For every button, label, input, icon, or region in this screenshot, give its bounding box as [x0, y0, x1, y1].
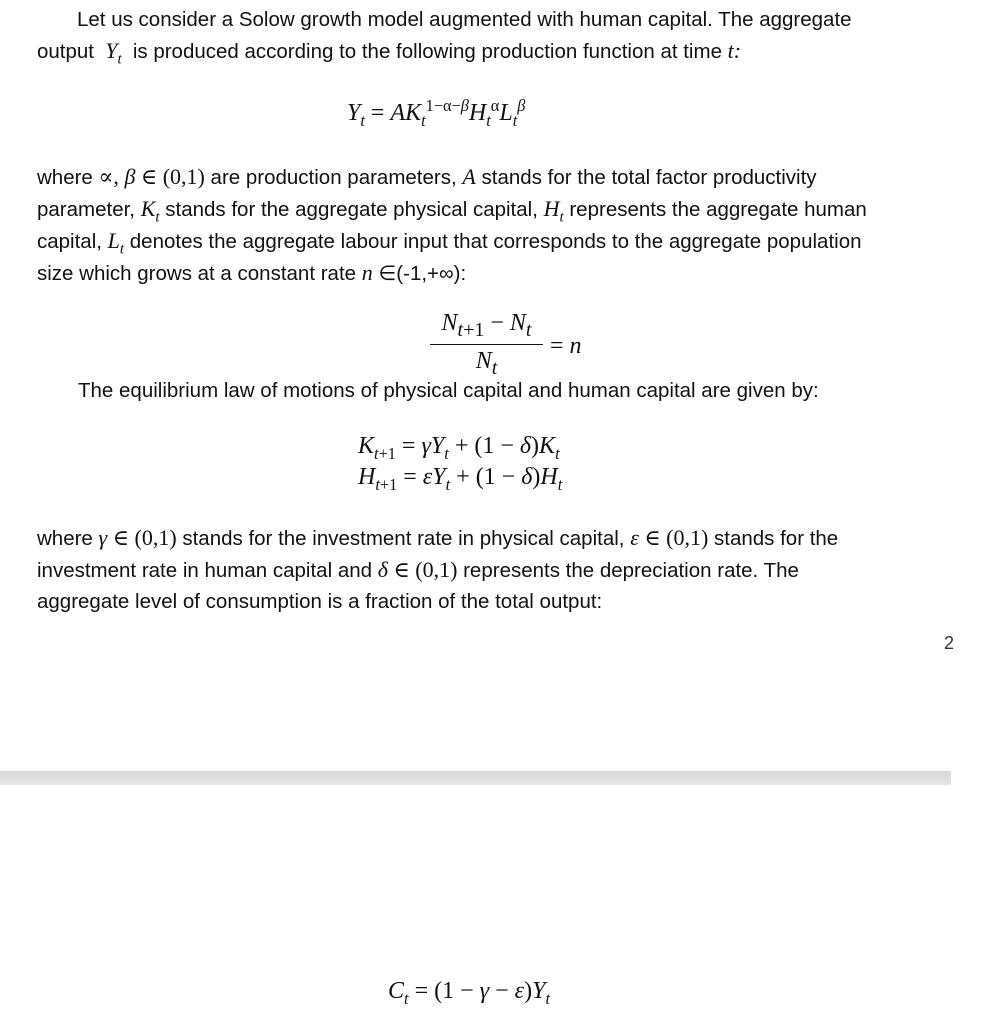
page-number: 2	[944, 633, 955, 653]
parameters-line-3: capital, $L_t$ denotes the aggregate labour input that corresponds to the aggregate population	[37, 228, 862, 258]
population-growth-rhs: = n	[550, 333, 582, 359]
intro-line-2: output $Y_t$ is produced according to the following production function at time t:	[37, 38, 742, 68]
consumption-equation: $C_t = (1 - \gamma - \varepsilon)Y_t$	[388, 978, 551, 1008]
intro-paragraph	[37, 4, 967, 67]
fraction-bar	[430, 344, 543, 346]
physical-capital-equation: $K_{t+1} = \gamma Y_t + (1 - \delta)K_t$	[358, 433, 560, 463]
parameters-paragraph	[37, 161, 967, 289]
investment-paragraph	[37, 522, 967, 617]
page-break-divider	[0, 771, 951, 785]
production-function-equation: $Y_t = AK_t^{1-\alpha-\beta}H_t^\alpha L_t^\beta$	[347, 96, 526, 130]
investment-line-1: where γ ∈ (0,1) stands for the investment rate in physical capital, ε ∈ (0,1) stands for the	[37, 525, 839, 550]
intro-line-1: Let us consider a Solow growth model augmented with human capital. The aggregate	[77, 8, 852, 31]
investment-line-3: aggregate level of consumption is a fraction of the total output:	[37, 590, 603, 613]
parameters-line-4: size which grows at a constant rate n ∈(-1,+∞):	[37, 260, 467, 285]
population-growth-fraction: $N_{t+1} - N_t$ $N_t$	[430, 310, 543, 380]
investment-line-2: investment rate in human capital and δ ∈ (0,1) represents the depreciation rate. The	[37, 557, 799, 582]
law-of-motion-paragraph: The equilibrium law of motions of physical capital and human capital are given by:	[78, 379, 819, 402]
parameters-line-1: where ∝, β ∈ (0,1) are production parameters, A stands for the total factor productivity	[37, 164, 817, 189]
parameters-line-2: parameter, $K_t$ stands for the aggregate physical capital, $H_t$ represents the aggregate human	[37, 196, 867, 226]
human-capital-equation: $H_{t+1} = \varepsilon Y_t + (1 - \delta)H_t$	[358, 464, 563, 494]
